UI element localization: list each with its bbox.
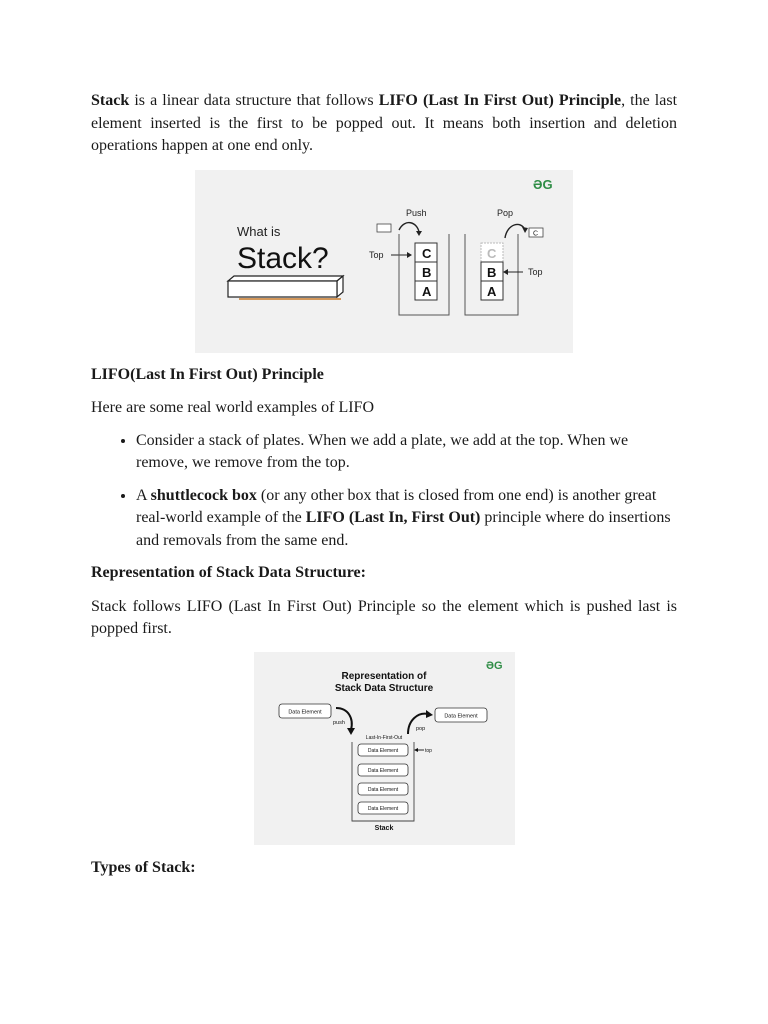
stack-data-elements <box>358 744 408 814</box>
examples-intro: Here are some real world examples of LIFO <box>91 399 374 416</box>
figure2-title-line1: Representation of <box>341 670 427 682</box>
svg-text:A: A <box>487 283 497 299</box>
top-label-left: Top <box>369 249 384 260</box>
examples-list <box>91 430 677 553</box>
lifo-principle-term: LIFO (Last In First Out) Principle <box>378 92 622 109</box>
push-arrow <box>399 222 419 231</box>
gfg-logo-2: ƏG <box>486 659 503 672</box>
stack-box-icon <box>228 276 343 299</box>
svg-text:C: C <box>533 230 539 237</box>
push-label-2: push <box>333 719 345 726</box>
svg-text:Data Element: Data Element <box>367 805 399 812</box>
stack-representation-figure <box>254 652 515 845</box>
lifo-label: Last-In-First-Out <box>365 734 403 741</box>
representation-paragraph: Stack follows LIFO (Last In First Out) Principle so the element which is pushed last is popped first. <box>91 597 677 637</box>
pushed-element-icon <box>377 224 391 232</box>
top-label-2: top <box>425 747 432 754</box>
representation-heading: Representation of Stack Data Structure: <box>91 564 366 581</box>
what-is-stack-figure <box>195 170 573 353</box>
svg-text:Data Element: Data Element <box>367 786 399 793</box>
push-arrow-2 <box>336 708 352 730</box>
list-item: • A shuttlecock box (or any other box that is closed from one end) is another great real-world example of the LIFO (Last In, First Out) principle where do insertions and removals from the same end. <box>136 485 677 553</box>
svg-text:B: B <box>422 264 432 280</box>
stack-term: Stack <box>91 92 130 109</box>
types-heading: Types of Stack: <box>91 858 196 876</box>
svg-text:Data Element: Data Element <box>288 709 322 715</box>
figure2-title-line2: Stack Data Structure <box>334 682 434 694</box>
document-page <box>91 90 677 879</box>
svg-text:Data Element: Data Element <box>367 767 399 774</box>
left-stack-elements <box>415 243 437 300</box>
intro-paragraph: Stack is a linear data structure that follows LIFO (Last In First Out) Principle, the last element inserted is the first to be popped out. It means both insertion and deletion operations happen at one end only. <box>91 92 678 154</box>
right-stack-elements <box>481 243 503 300</box>
gfg-logo: ƏG <box>533 176 553 192</box>
svg-text:C: C <box>422 245 432 261</box>
figure-title-small: What is <box>237 223 281 239</box>
svg-text:A: A <box>422 283 432 299</box>
stack-label: Stack <box>374 824 394 832</box>
pop-label-2: pop <box>416 725 426 732</box>
lifo-heading: LIFO(Last In First Out) Principle <box>91 365 324 383</box>
svg-text:B: B <box>487 264 497 280</box>
top-label-right: Top <box>528 266 543 277</box>
svg-text:C: C <box>487 245 497 261</box>
push-label: Push <box>406 207 427 218</box>
pop-arrow <box>505 224 525 238</box>
svg-text:Data Element: Data Element <box>444 713 478 719</box>
figure-title-big: Stack? <box>237 241 329 275</box>
pop-label: Pop <box>497 207 514 218</box>
list-item: • Consider a stack of plates. When we add a plate, we add at the top. When we remove, we remove from the top. <box>136 430 677 475</box>
svg-text:Data Element: Data Element <box>367 747 399 754</box>
